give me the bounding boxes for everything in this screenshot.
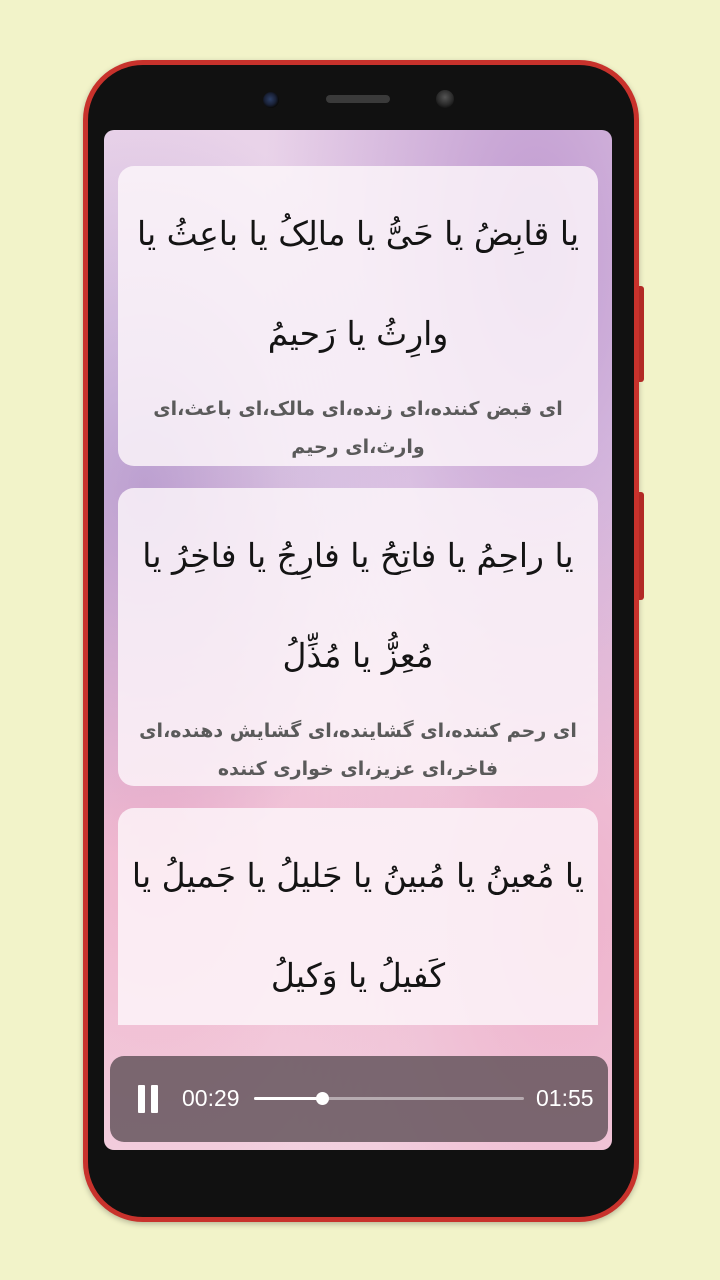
seek-bar[interactable] — [254, 1097, 524, 1100]
verse-arabic-text: یا مُعینُ یا مُبینُ یا جَلیلُ یا جَمیلُ یا کَفیلُ یا وَکیلُ — [131, 856, 585, 995]
seek-bar-progress — [254, 1097, 322, 1100]
verse-translation: ای قبض کننده،ای زنده،ای مالک،ای باعث،ای وارث،ای رحیم — [153, 398, 563, 458]
pause-button[interactable] — [136, 1085, 160, 1113]
total-time: 01:55 — [536, 1085, 594, 1111]
front-camera-icon — [263, 92, 279, 108]
pause-icon — [151, 1085, 158, 1113]
verses-list[interactable] — [104, 130, 612, 1025]
proximity-sensor-icon — [436, 90, 454, 108]
current-time: 00:29 — [182, 1085, 240, 1111]
power-button — [639, 492, 644, 600]
pause-icon — [138, 1085, 145, 1113]
audio-player — [110, 1056, 608, 1142]
verse-card — [118, 488, 598, 786]
verse-arabic-text: یا راحِمُ یا فاتِحُ یا فارِجُ یا فاخِرُ یا مُعِزُّ یا مُذِّلُ — [142, 536, 574, 675]
volume-button — [639, 286, 644, 382]
seek-bar-thumb[interactable] — [316, 1092, 329, 1105]
earpiece-speaker — [326, 95, 390, 103]
app-screen — [104, 130, 612, 1150]
verse-card — [118, 808, 598, 1025]
verse-translation: ای رحم کننده،ای گشاینده،ای گشایش دهنده،ای فاخر،ای عزیز،ای خواری کننده — [139, 720, 577, 780]
verse-card — [118, 166, 598, 466]
verse-arabic-text: یا قابِضُ یا حَیُّ یا مالِکُ یا باعِثُ یا وارِثُ یا رَحیمُ — [136, 214, 580, 353]
